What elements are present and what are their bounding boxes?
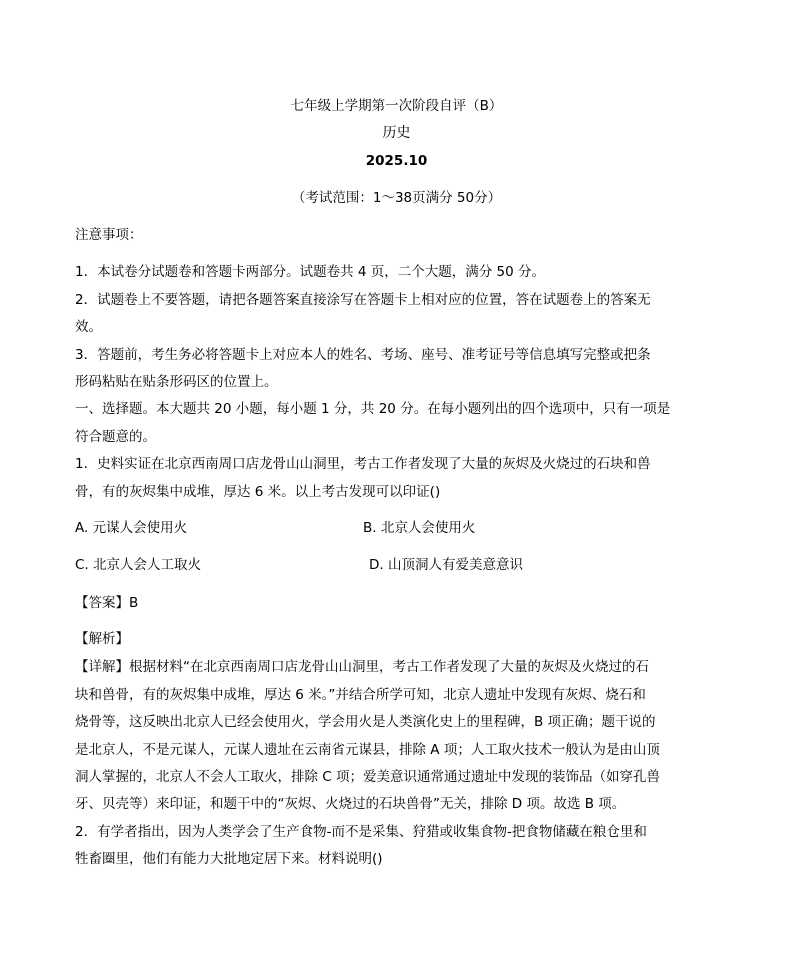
notice-item-2-line-1: 2．试题卷上不要答题，请把各题答案直接涂写在答题卡上相对应的位置，答在试题卷上的答案无: [75, 292, 651, 308]
option-b: B. 北京人会使用火: [363, 520, 476, 536]
answer-label: 【答案】B: [75, 595, 139, 611]
question-2-line-2: 牲畜圈里，他们有能力大批地定居下来。材料说明(): [75, 851, 383, 867]
question-1-line-2: 骨，有的灰烬集中成堆，厚达 6 米。以上考古发现可以印证(): [75, 484, 441, 500]
notice-item-3-line-2: 形码粘贴在贴条形码区的位置上。: [75, 374, 278, 390]
detail-line-4: 是北京人，不是元谋人，元谋人遗址在云南省元谋县，排除 A 项；人工取火技术一般认为是由山顶: [75, 742, 660, 758]
question-2-line-1: 2．有学者指出，因为人类学会了生产食物-而不是采集、狩猎或收集食物-把食物储藏在粮仓里和: [75, 824, 647, 840]
notice-item-1: 1．本试卷分试题卷和答题卡两部分。试题卷共 4 页，二个大题，满分 50 分。: [75, 264, 546, 280]
exam-title: 七年级上学期第一次阶段自评（B）: [290, 98, 503, 114]
detail-line-5: 洞人掌握的，北京人不会人工取火，排除 C 项；爱美意识通常通过遗址中发现的装饰品（如穿孔兽: [75, 769, 661, 785]
exam-subject: 历史: [382, 125, 411, 141]
option-a: A. 元谋人会使用火: [75, 520, 188, 536]
notice-item-3-line-1: 3．答题前，考生务必将答题卡上对应本人的姓名、考场、座号、准考证号等信息填写完整或把条: [75, 347, 651, 363]
exam-date: 2025.10: [365, 153, 428, 169]
detail-line-2: 块和兽骨，有的灰烬集中成堆，厚达 6 米。”并结合所学可知，北京人遗址中发现有灰烬、烧石和: [75, 687, 646, 703]
section-1-heading-line-1: 一、选择题。本大题共 20 小题，每小题 1 分，共 20 分。在每小题列出的四个选项中，只有一项是: [75, 401, 671, 417]
analysis-label: 【解析】: [75, 631, 129, 647]
option-c: C. 北京人会人工取火: [75, 557, 202, 573]
question-1-line-1: 1．史料实证在北京西南周口店龙骨山山洞里，考古工作者发现了大量的灰烬及火烧过的石块和兽: [75, 456, 651, 472]
notice-item-2-line-2: 效。: [75, 319, 102, 335]
detail-line-6: 牙、贝壳等）来印证，和题干中的“灰烬、火烧过的石块兽骨”无关，排除 D 项。故选 B 项。: [75, 796, 626, 812]
detail-line-3: 烧骨等，这反映出北京人已经会使用火，学会用火是人类演化史上的里程碑，B 项正确；题干说的: [75, 714, 656, 730]
section-1-heading-line-2: 符合题意的。: [75, 429, 156, 445]
detail-line-1: 【详解】根据材料“在北京西南周口店龙骨山山洞里，考古工作者发现了大量的灰烬及火烧过的石: [75, 659, 649, 675]
notice-heading: 注意事项：: [75, 227, 143, 243]
option-d: D. 山顶洞人有爱美意意识: [369, 557, 523, 573]
exam-scope: （考试范围：1～38页满分 50分）: [291, 190, 502, 206]
